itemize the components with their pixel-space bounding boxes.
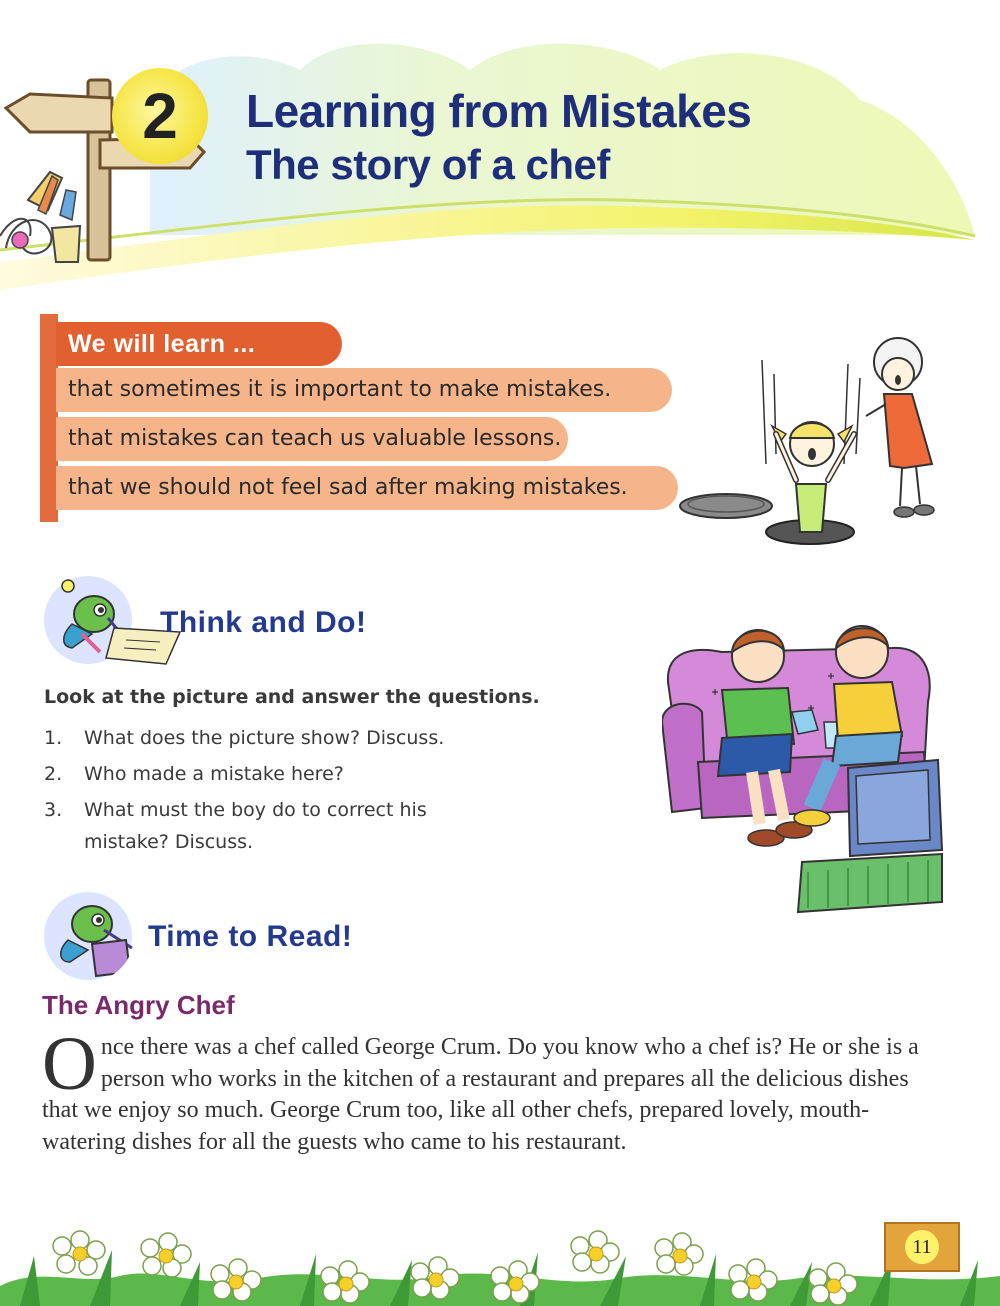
- story-paragraph: [42, 1022, 932, 1158]
- page-subtitle: The story of a chef: [246, 141, 610, 188]
- think-instructions: Look at the picture and answer the questions.: [44, 686, 540, 708]
- page-title: Learning from Mistakes: [246, 85, 752, 137]
- question-number: 1.: [44, 727, 63, 749]
- chapter-number-badge: [112, 68, 208, 164]
- page-number: 11: [905, 1230, 939, 1264]
- time-to-read-title: Time to Read!: [148, 920, 353, 953]
- story-text: nce there was a chef called George Crum. Do you know who a chef is? He or she is a person who works in the kitchen of a restaurant and prepares all the delicious dishes that we enjoy so much. George Crum too, like all other chefs, prepared lovely, mouth-watering dishes for all the guests who came to his restaurant.: [42, 1034, 919, 1155]
- boys-on-sofa-illustration: [662, 612, 944, 930]
- chapter-header: [0, 0, 1000, 290]
- question-text: What must the boy do to correct his mistake? Discuss.: [84, 799, 427, 853]
- story-title: The Angry Chef: [42, 990, 235, 1020]
- learn-item: that we should not feel sad after making mistakes.: [56, 466, 678, 510]
- question-text: Who made a mistake here?: [84, 763, 344, 785]
- manhole-illustration: [676, 334, 946, 550]
- question-number: 2.: [44, 763, 63, 785]
- page-number-sign: [884, 1222, 960, 1272]
- chapter-number: 2: [142, 80, 178, 152]
- drop-cap: O: [42, 1022, 97, 1106]
- list-item: [44, 722, 504, 754]
- flower-border: [0, 1226, 1000, 1306]
- list-item: [44, 758, 504, 790]
- question-list: [44, 722, 504, 862]
- list-item: [44, 794, 484, 858]
- learn-item: that sometimes it is important to make mistakes.: [56, 368, 672, 412]
- question-number: 3.: [44, 799, 63, 821]
- question-text: What does the picture show? Discuss.: [84, 727, 445, 749]
- hummingbird-reading-icon: [42, 890, 134, 982]
- think-and-do-title: Think and Do!: [160, 606, 367, 639]
- learn-item: that mistakes can teach us valuable lessons.: [56, 417, 568, 461]
- learn-heading: We will learn ...: [56, 322, 342, 366]
